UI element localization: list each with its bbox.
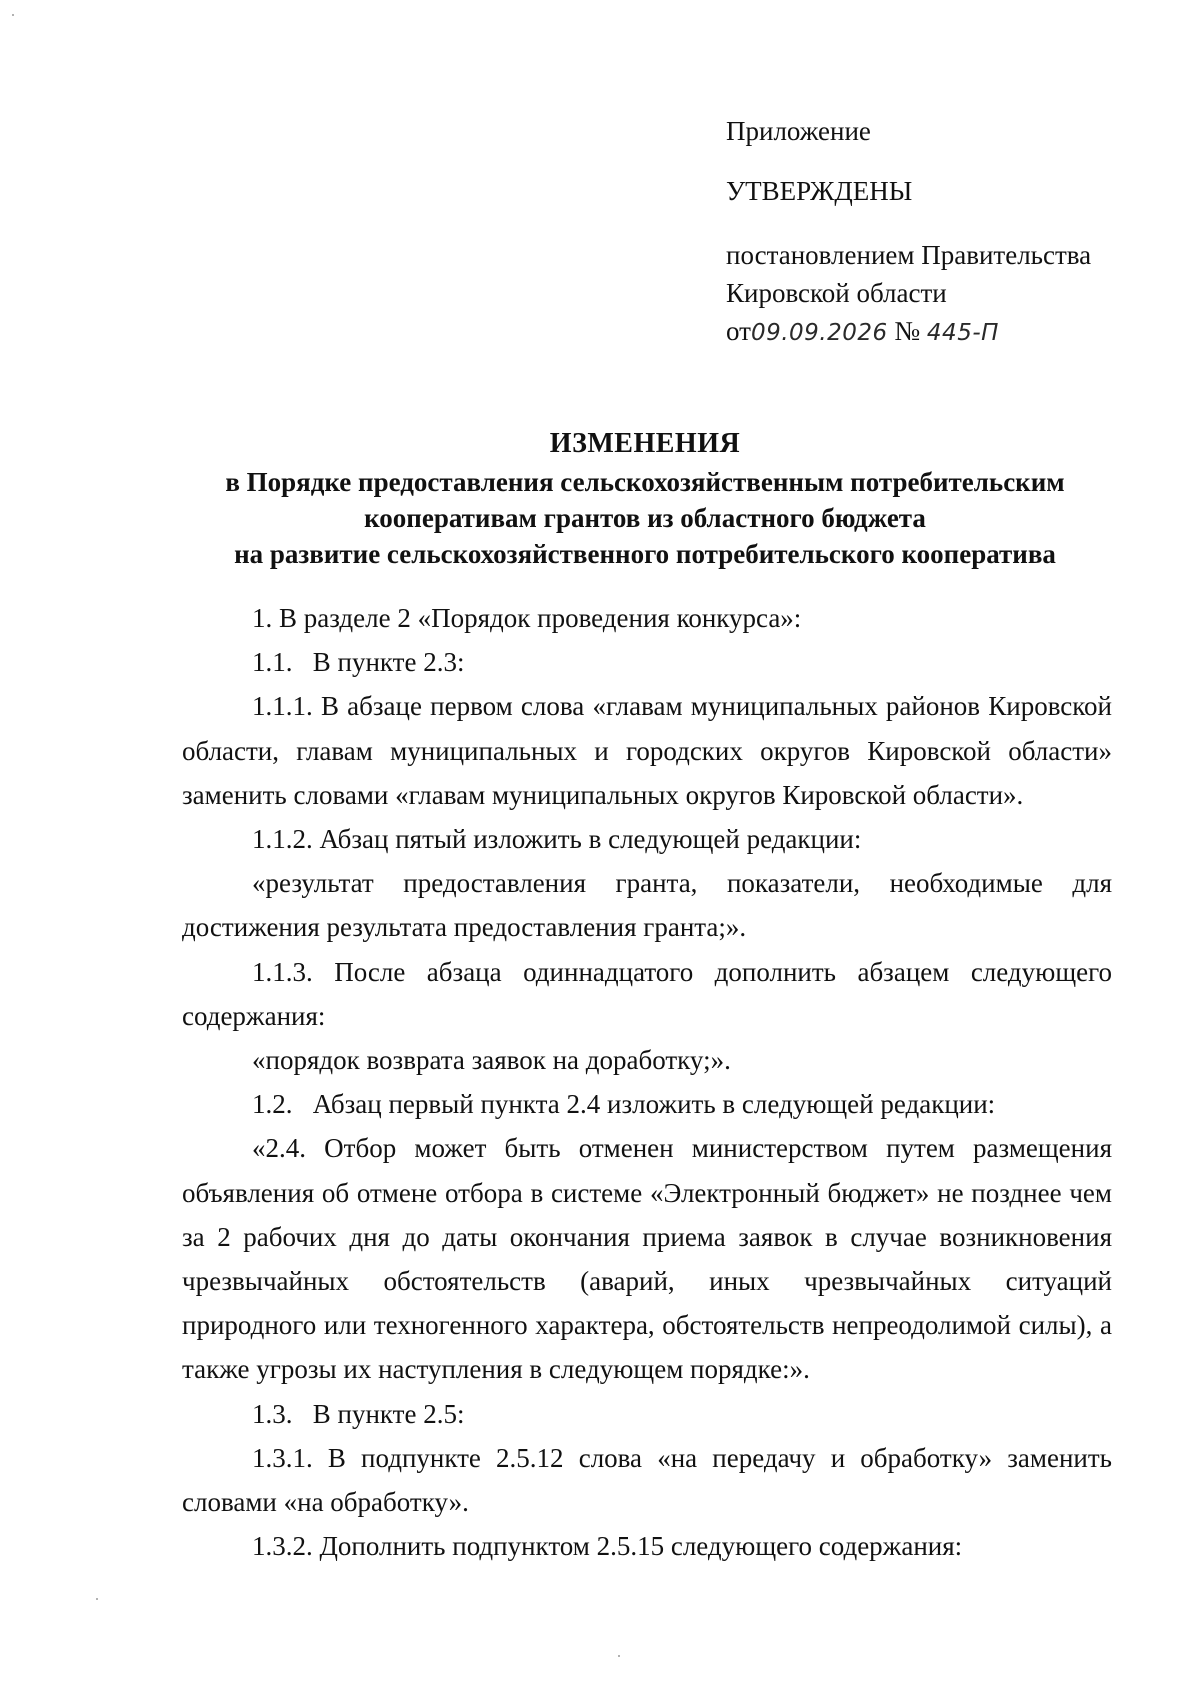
decree-line-1: постановлением Правительства	[726, 240, 1092, 270]
handwritten-date: 09.09.2026	[750, 320, 888, 346]
paragraph-1: 1. В разделе 2 «Порядок проведения конкурса»:	[252, 603, 802, 633]
approval-block	[726, 112, 1166, 352]
paragraph-1-2: 1.2. Абзац первый пункта 2.4 изложить в следующей редакции:	[252, 1089, 996, 1120]
date-prefix: от	[726, 316, 751, 346]
paragraph-1-3: 1.3. В пункте 2.5:	[252, 1398, 465, 1429]
approved-label: УТВЕРЖДЕНЫ	[726, 176, 913, 206]
paragraph-1-1-3: 1.1.3. После абзаца одиннадцатого дополнить абзацем следующего содержания:	[182, 956, 1112, 1031]
title-line-2: кооперативам грантов из областного бюджета	[364, 503, 926, 533]
paragraph-1-1-1: 1.1.1. В абзаце первом слова «главам муниципальных районов Кировской области, главам муниципальных и городских округов Кировской области» заменить словами «главам муниципальных округов Кировской области».	[182, 691, 1112, 810]
title-heading: ИЗМЕНЕНИЯ	[549, 428, 741, 459]
number-prefix: №	[894, 316, 921, 346]
title-line-1: в Порядке предоставления сельскохозяйственным потребительским	[225, 467, 1065, 497]
paragraph-1-1-3-text: «порядок возврата заявок на доработку;».	[252, 1045, 731, 1076]
scan-speck	[618, 1655, 620, 1657]
paragraph-1-1: 1.1. В пункте 2.3:	[252, 647, 465, 678]
paragraph-1-3-2: 1.3.2. Дополнить подпунктом 2.5.15 следующего содержания:	[252, 1531, 963, 1562]
appendix-label: Приложение	[726, 116, 871, 146]
paragraph-1-1-2-text: «результат предоставления гранта, показатели, необходимые для достижения результата предоставления гранта;».	[182, 868, 1112, 943]
scan-speck	[96, 1598, 98, 1600]
handwritten-number: 445-П	[926, 320, 999, 346]
document-body	[182, 596, 1112, 1568]
paragraph-1-2-text: «2.4. Отбор может быть отменен министерством путем размещения объявления об отмене отбора в системе «Электронный бюджет» не позднее чем за 2 рабочих дня до даты окончания приема заявок в случае возникновения чрезвычайных обстоятельств (аварий, иных чрезвычайных ситуаций природного или техногенного характера, обстоятельств непреодолимой силы), а также угрозы их наступления в следующем порядке:».	[182, 1133, 1112, 1385]
decree-date-line	[726, 312, 1166, 352]
title-line-3: на развитие сельскохозяйственного потребительского кооператива	[234, 539, 1056, 569]
decree-line-2: Кировской области	[726, 278, 947, 308]
paragraph-1-1-2: 1.1.2. Абзац пятый изложить в следующей редакции:	[252, 824, 862, 855]
scan-speck	[12, 14, 14, 16]
document-title	[180, 426, 1110, 572]
paragraph-1-3-1: 1.3.1. В подпункте 2.5.12 слова «на передачу и обработку» заменить словами «на обработку».	[182, 1442, 1112, 1518]
